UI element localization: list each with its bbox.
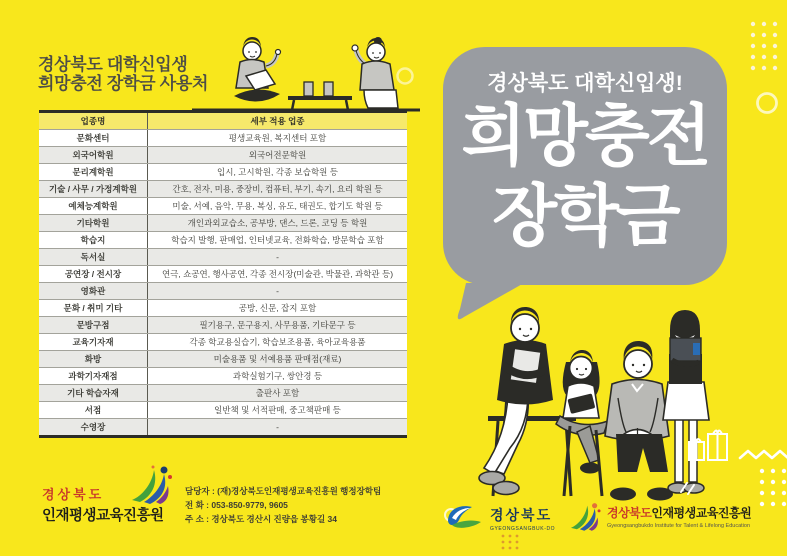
industry-cell: 수영장	[39, 419, 148, 437]
institute-name-prefix: 경상북도	[607, 505, 652, 520]
detail-cell: -	[148, 249, 408, 266]
detail-cell: 간호, 전자, 미용, 중장비, 컴퓨터, 부기, 속기, 요리 학원 등	[148, 181, 408, 198]
industry-cell: 학습지	[39, 232, 148, 249]
table-row	[39, 147, 407, 164]
table-row	[39, 402, 407, 419]
students-at-table-illustration	[192, 36, 420, 112]
industry-cell: 공연장 / 전시장	[39, 266, 148, 283]
institute-logo	[568, 501, 751, 531]
table-row	[39, 266, 407, 283]
detail-cell: 과학실험기구, 쌍안경 등	[148, 368, 408, 385]
table-row	[39, 419, 407, 437]
detail-cell: 외국어전문학원	[148, 147, 408, 164]
contact-person: 담당자 : (재)경상북도인재평생교육진흥원 행정장학팀	[185, 486, 382, 496]
table-row	[39, 232, 407, 249]
province-romanized: GYEONGSANGBUK-DO	[490, 525, 556, 532]
detail-cell: 공방, 신문, 잡지 포함	[148, 300, 408, 317]
gift-box-icon	[686, 428, 732, 464]
province-name: 경상북도	[490, 506, 553, 523]
detail-cell: 입시, 고시학원, 각종 보습학원 등	[148, 164, 408, 181]
title-speech-bubble	[443, 47, 727, 285]
zigzag-line-icon	[738, 446, 787, 464]
gyeongsangbukdo-logo	[444, 503, 555, 533]
contact-phone: 전 화 : 053-850-9779, 9605	[185, 500, 288, 510]
industry-cell: 화방	[39, 351, 148, 368]
table-row	[39, 334, 407, 351]
contact-address: 주 소 : 경상북도 경산시 진량읍 봉황길 34	[185, 514, 337, 524]
industry-cell: 기타학원	[39, 215, 148, 232]
table-row	[39, 198, 407, 215]
table-row	[39, 283, 407, 300]
institute-name-rest: 인재평생교육진흥원	[651, 505, 752, 520]
industry-cell: 문화센터	[39, 130, 148, 147]
industry-cell: 교육기자재	[39, 334, 148, 351]
page-title	[38, 55, 208, 93]
detail-cell: 출판사 포함	[148, 385, 408, 402]
bubble-title-line2: 장학금	[492, 179, 678, 254]
industry-cell: 과학기자재점	[39, 368, 148, 385]
four-students-illustration	[432, 298, 784, 504]
detail-cell: 일반책 및 서적판매, 중고책판매 등	[148, 402, 408, 419]
industry-cell: 외국어학원	[39, 147, 148, 164]
industry-cell: 문화 / 취미 기타	[39, 300, 148, 317]
detail-cell: -	[276, 421, 279, 432]
detail-cell: 미술, 서예, 음악, 무용, 복싱, 유도, 태권도, 합기도 학원 등	[148, 198, 408, 215]
table-row	[39, 164, 407, 181]
bubble-title-line1: 희망충전	[461, 99, 709, 174]
detail-cell: 학습지 발행, 판매업, 인터넷교육, 전화학습, 방문학습 포함	[148, 232, 408, 249]
org-name-province: 경상북도	[42, 487, 105, 502]
industry-cell: 예체능계학원	[39, 198, 148, 215]
table-row	[39, 351, 407, 368]
table-row	[39, 215, 407, 232]
institute-logo-footer	[42, 484, 172, 525]
table-row	[39, 385, 407, 402]
header-detail: 세부 적용 업종	[148, 112, 408, 130]
industry-cell: 서점	[39, 402, 148, 419]
table-row	[39, 317, 407, 334]
dot-grid-icon	[500, 533, 520, 551]
province-emblem-icon	[444, 503, 484, 533]
circle-decoration-icon	[754, 90, 780, 116]
industry-cell: 문방구점	[39, 317, 148, 334]
detail-cell: 각종 학교용실습기, 학습보조용품, 육아교육용품	[148, 334, 408, 351]
bubble-heading: 경상북도 대학신입생!	[487, 72, 683, 95]
table-row	[39, 368, 407, 385]
table-header-row	[39, 112, 407, 130]
detail-cell: 연극, 쇼공연, 행사공연, 각종 전시장(미술관, 박물관, 과학관 등)	[148, 266, 408, 283]
table-row	[39, 249, 407, 266]
contact-info	[185, 484, 381, 526]
industry-cell: 문리계학원	[39, 164, 148, 181]
detail-cell: -	[148, 283, 408, 300]
dot-grid-icon	[748, 20, 782, 72]
table-row	[39, 130, 407, 147]
industry-cell: 기술 / 사무 / 가정계학원	[39, 181, 148, 198]
org-name-institute: 인재평생교육진흥원	[42, 508, 164, 524]
dot-grid-icon	[757, 466, 787, 510]
sparkle-lines-icon	[678, 480, 698, 496]
institute-emblem-icon	[128, 464, 174, 504]
page-title-line2: 희망충전 장학금 사용처	[38, 74, 209, 93]
table-row	[39, 181, 407, 198]
detail-cell: 개인과외교습소, 공부방, 댄스, 드론, 코딩 등 학원	[148, 215, 408, 232]
table-row	[39, 300, 407, 317]
industry-cell: 영화관	[39, 283, 148, 300]
header-industry: 업종명	[39, 112, 148, 130]
circle-decoration-icon	[395, 66, 415, 86]
scholarship-usage-table	[39, 110, 407, 438]
page-title-line1: 경상북도 대학신입생	[38, 55, 188, 74]
institute-name-english: Gyeongsangbukdo Institute for Talent & Lifelong Education	[607, 522, 750, 529]
detail-cell: 필기용구, 문구용지, 사무용품, 기타문구 등	[148, 317, 408, 334]
industry-cell: 독서실	[39, 249, 148, 266]
detail-cell: 미술용품 및 서예용품 판매점(재료)	[148, 351, 408, 368]
institute-emblem-icon	[568, 501, 602, 531]
industry-cell: 기타 학습자재	[39, 385, 148, 402]
detail-cell: 평생교육원, 복지센터 포함	[148, 130, 408, 147]
